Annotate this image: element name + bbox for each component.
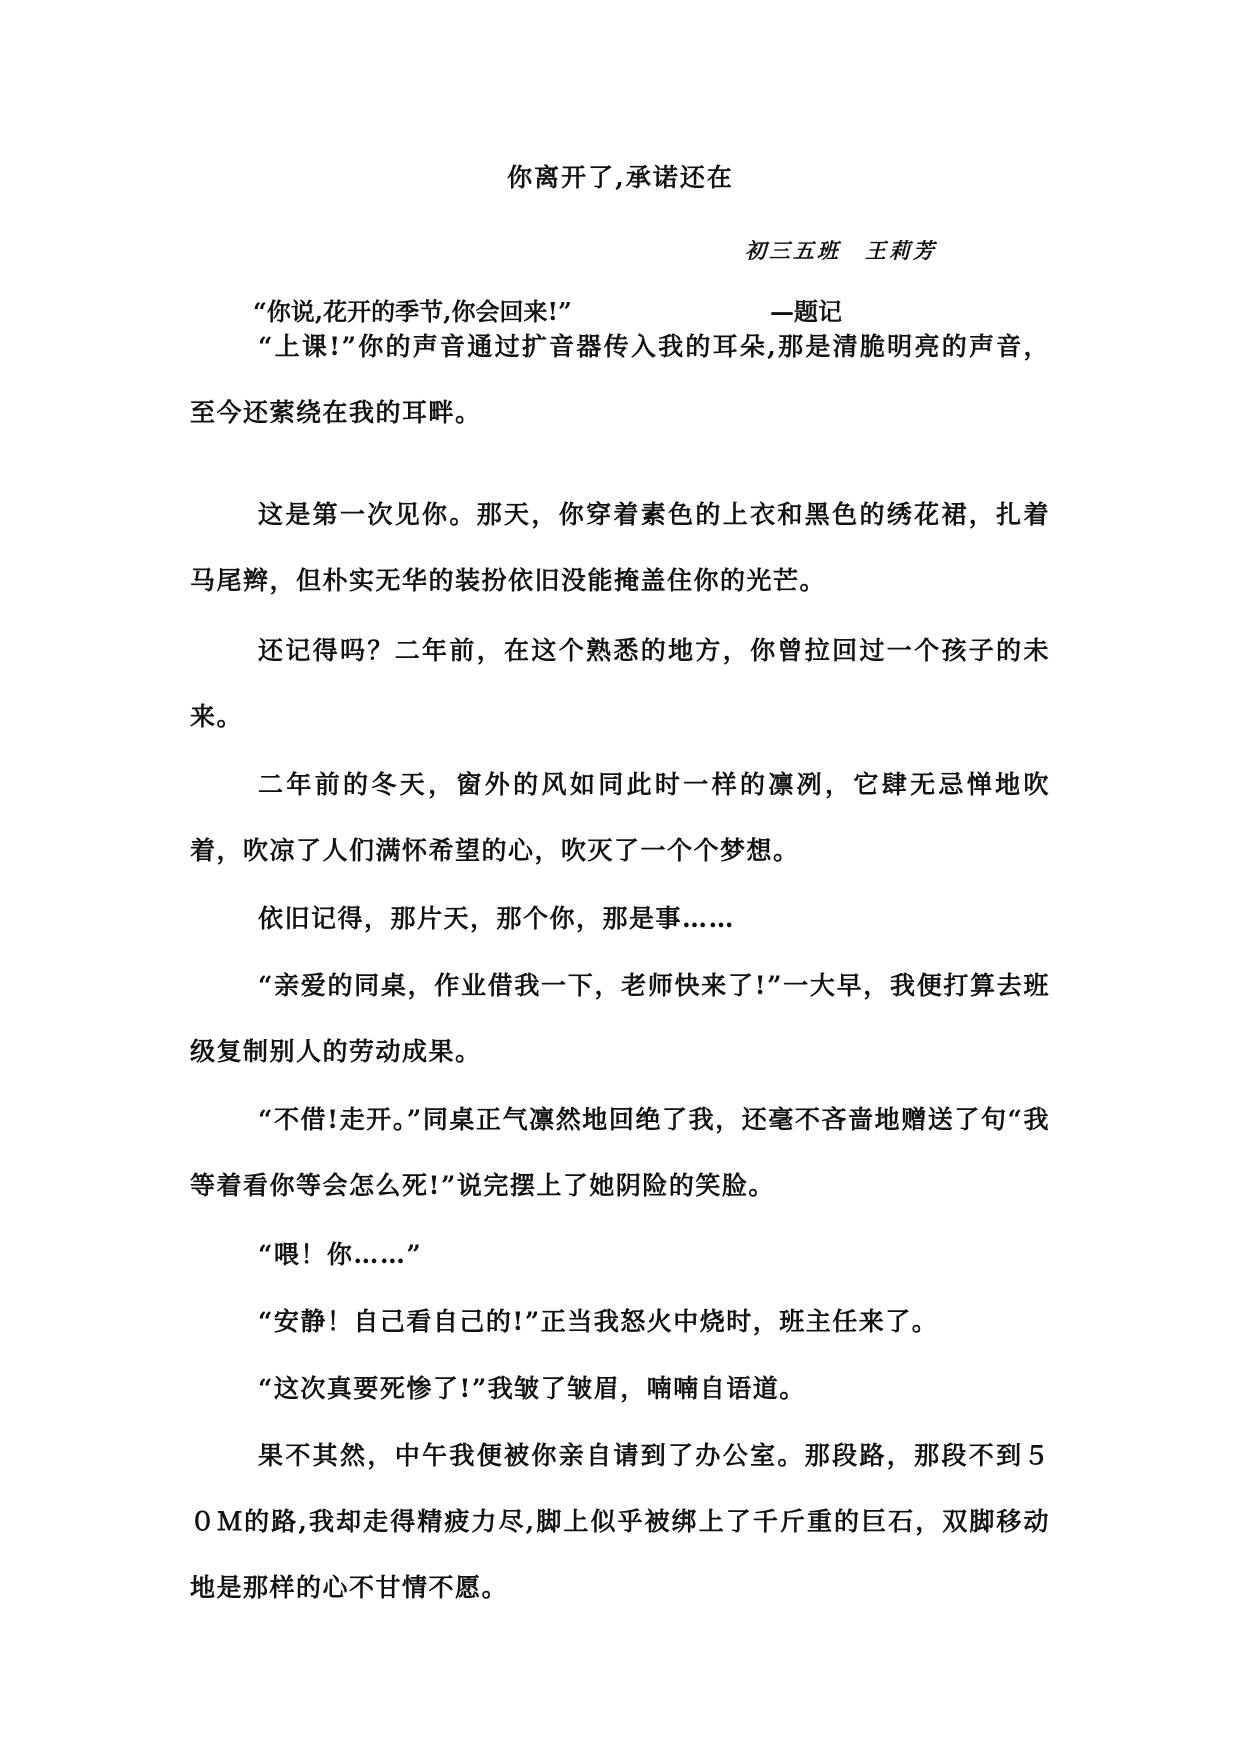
paragraph: “上课!”你的声音通过扩音器传入我的耳朵,那是清脆明亮的声音，至今还萦绕在我的耳畔。 (190, 332, 1050, 427)
author-line: 初三五班 王莉芳 (745, 238, 937, 263)
paragraph: “不借!走开。”同桌正气凛然地回绝了我，还毫不吝啬地赠送了句“我等着看你等会怎么死!”说完摆上了她阴险的笑脸。 (190, 1105, 1050, 1200)
paragraph: 还记得吗？二年前，在这个熟悉的地方，你曾拉回过一个孩子的未来。 (190, 636, 1050, 731)
epigraph-quote: “你说,花开的季节,你会回来!” (253, 297, 572, 326)
paragraph: 果不其然，中午我便被你亲自请到了办公室。那段路，那段不到５０Ｍ的路,我却走得精疲力尽,脚上似乎被绑上了千斤重的巨石，双脚移动地是那样的心不甘情不愿。 (190, 1441, 1050, 1602)
paragraph: “这次真要死惨了!”我皱了皱眉，喃喃自语道。 (258, 1374, 806, 1403)
essay-title: 你离开了,承诺还在 (507, 163, 734, 192)
paragraph: 这是第一次见你。那天，你穿着素色的上衣和黑色的绣花裙，扎着马尾辫，但朴实无华的装扮依旧没能掩盖住你的光芒。 (190, 500, 1050, 595)
paragraph: “亲爱的同桌，作业借我一下，老师快来了!”一大早，我便打算去班级复制别人的劳动成果。 (190, 971, 1050, 1066)
paragraph: 依旧记得，那片天，那个你，那是事…… (258, 904, 736, 933)
paragraph: “喂！你……” (258, 1240, 423, 1269)
epigraph-source: —题记 (770, 297, 842, 326)
paragraph: “安静！自己看自己的!”正当我怒火中烧时，班主任来了。 (258, 1307, 939, 1336)
paragraph: 二年前的冬天，窗外的风如同此时一样的凛冽，它肆无忌惮地吹着，吹凉了人们满怀希望的心，吹灭了一个个梦想。 (190, 770, 1050, 865)
